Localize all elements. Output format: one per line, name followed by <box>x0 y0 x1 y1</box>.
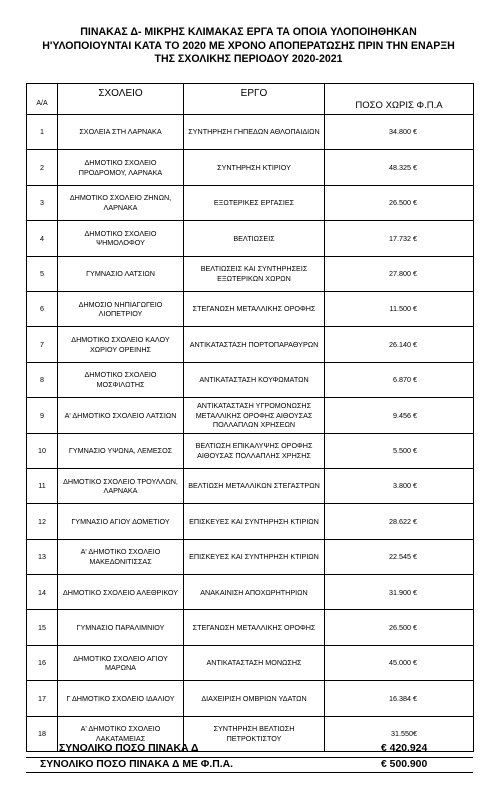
cell-index: 4 <box>27 221 58 256</box>
cell-cost: 11.500 € <box>325 291 474 326</box>
table-row <box>27 256 474 291</box>
table-row <box>27 681 474 716</box>
cell-index: 10 <box>27 433 58 468</box>
cell-school: ΓΥΜΝΑΣΙΟ ΛΑΤΣΙΩΝ <box>58 256 184 291</box>
cell-school: Α' ΔΗΜΟΤΙΚΟ ΣΧΟΛΕΙΟ ΛΑΚΑΤΑΜΕΙΑΣ <box>58 716 184 751</box>
cell-index: 6 <box>27 291 58 326</box>
cell-index: 15 <box>27 610 58 645</box>
cell-cost: 3.800 € <box>325 468 474 503</box>
cell-work: ΒΕΛΤΙΩΣΕΙΣ ΚΑΙ ΣΥΝΤΗΡΗΣΕΙΣ ΕΞΩΤΕΡΙΚΩΝ ΧΩΡΩΝ <box>184 256 325 291</box>
total-vat-row <box>26 757 473 773</box>
cell-index: 12 <box>27 504 58 539</box>
cell-work: ΑΝΤΙΚΑΤΑΣΤΑΣΗ ΠΟΡΤΟΠΑΡΑΘΥΡΩΝ <box>184 327 325 362</box>
cell-work: ΑΝΤΙΚΑΤΑΣΤΑΣΗ ΥΓΡΟΜΟΝΩΣΗΣ ΜΕΤΑΛΛΙΚΗΣ ΟΡΟΦΗΣ ΑΙΘΟΥΣΑΣ ΠΟΛΛΑΠΛΩΝ ΧΡΗΣΕΩΝ <box>184 398 325 433</box>
table-row <box>27 610 474 645</box>
projects-table <box>26 83 474 752</box>
table-row <box>27 221 474 256</box>
cell-cost: 31.550€ <box>325 716 474 751</box>
header-cost: ΠΟΣΟ ΧΩΡΙΣ Φ.Π.Α <box>325 84 474 115</box>
cell-cost: 31.900 € <box>325 575 474 610</box>
cell-school: Α' ΔΗΜΟΤΙΚΟ ΣΧΟΛΕΙΟ ΛΑΤΣΙΩΝ <box>58 398 184 433</box>
cell-cost: 26.140 € <box>325 327 474 362</box>
total-vat-label: ΣΥΝΟΛΙΚΟ ΠΟΣΟ ΠΙΝΑΚΑ Δ ΜΕ Φ.Π.Α. <box>40 759 234 770</box>
cell-work: ΒΕΛΤΙΩΣΕΙΣ <box>184 221 325 256</box>
cell-school: Γ ΔΗΜΟΤΙΚΟ ΣΧΟΛΕΙΟ ΙΔΑΛΙΟΥ <box>58 681 184 716</box>
table-row <box>27 433 474 468</box>
cell-index: 9 <box>27 398 58 433</box>
cell-work: ΣΤΕΓΑΝΩΣΗ ΜΕΤΑΛΛΙΚΗΣ ΟΡΟΦΗΣ <box>184 610 325 645</box>
cell-school: ΔΗΜΟΤΙΚΟ ΣΧΟΛΕΙΟ ΚΑΛΟΥ ΧΩΡΙΟΥ ΟΡΕΙΝΗΣ <box>58 327 184 362</box>
cell-cost: 26.500 € <box>325 185 474 220</box>
cell-school: Α' ΔΗΜΟΤΙΚΟ ΣΧΟΛΕΙΟ ΜΑΚΕΔΟΝΙΤΙΣΣΑΣ <box>58 539 184 574</box>
cell-index: 16 <box>27 645 58 680</box>
cell-index: 1 <box>27 115 58 150</box>
cell-cost: 6.870 € <box>325 362 474 397</box>
cell-cost: 22.545 € <box>325 539 474 574</box>
cell-index: 17 <box>27 681 58 716</box>
table-row <box>27 291 474 326</box>
header-work: ΕΡΓΟ <box>184 84 325 115</box>
table-header-row <box>27 84 474 115</box>
cell-work: ΑΝΤΙΚΑΤΑΣΤΑΣΗ ΜΟΝΩΣΗΣ <box>184 645 325 680</box>
cell-school: ΔΗΜΟΤΙΚΟ ΣΧΟΛΕΙΟ ΤΡΟΥΛΛΩΝ, ΛΑΡΝΑΚΑ <box>58 468 184 503</box>
cell-work: ΑΝΑΚΑΙΝΙΣΗ ΑΠΟΧΩΡΗΤΗΡΙΩΝ <box>184 575 325 610</box>
cell-index: 7 <box>27 327 58 362</box>
cell-cost: 17.732 € <box>325 221 474 256</box>
cell-cost: 26.500 € <box>325 610 474 645</box>
table-row <box>27 468 474 503</box>
cell-cost: 28.622 € <box>325 504 474 539</box>
table-row <box>27 327 474 362</box>
cell-index: 13 <box>27 539 58 574</box>
total-row <box>26 742 473 756</box>
cell-work: ΕΞΩΤΕΡΙΚΕΣ ΕΡΓΑΣΙΕΣ <box>184 185 325 220</box>
cell-work: ΕΠΙΣΚΕΥΕΣ ΚΑΙ ΣΥΝΤΗΡΗΣΗ ΚΤΙΡΙΩΝ <box>184 504 325 539</box>
cell-work: ΕΠΙΣΚΕΥΕΣ ΚΑΙ ΣΥΝΤΗΡΗΣΗ ΚΤΙΡΙΩΝ <box>184 539 325 574</box>
table-row <box>27 504 474 539</box>
cell-cost: 16.384 € <box>325 681 474 716</box>
cell-work: ΒΕΛΤΙΩΣΗ ΜΕΤΑΛΛΙΚΩΝ ΣΤΕΓΑΣΤΡΩΝ <box>184 468 325 503</box>
cell-school: ΔΗΜΟΤΙΚΟ ΣΧΟΛΕΙΟ ΖΗΝΩΝ, ΛΑΡΝΑΚΑ <box>58 185 184 220</box>
cell-index: 3 <box>27 185 58 220</box>
title-line-3: ΤΗΣ ΣΧΟΛΙΚΗΣ ΠΕΡΙΟΔΟΥ 2020-2021 <box>154 53 343 65</box>
cell-work: ΔΙΑΧΕΙΡΙΣΗ ΟΜΒΡΙΩΝ ΥΔΑΤΩΝ <box>184 681 325 716</box>
table-row <box>27 150 474 185</box>
cell-work: ΣΤΕΓΑΝΩΣΗ ΜΕΤΑΛΛΙΚΗΣ ΟΡΟΦΗΣ <box>184 291 325 326</box>
cell-index: 11 <box>27 468 58 503</box>
cell-work: ΣΥΝΤΗΡΗΣΗ ΚΤΙΡΙΟΥ <box>184 150 325 185</box>
cell-school: ΔΗΜΟΤΙΚΟ ΣΧΟΛΕΙΟ ΨΗΜΟΛΟΦΟΥ <box>58 221 184 256</box>
cell-cost: 45.000 € <box>325 645 474 680</box>
cell-index: 18 <box>27 716 58 751</box>
title-line-1: ΠΙΝΑΚΑΣ Δ- ΜΙΚΡΗΣ ΚΛΙΜΑΚΑΣ ΕΡΓΑ ΤΑ ΟΠΟΙΑ ΥΛΟΠΟΙΗΘΗΚΑΝ <box>80 26 417 38</box>
table-row <box>27 115 474 150</box>
cell-school: ΔΗΜΟΤΙΚΟ ΣΧΟΛΕΙΟ ΠΡΟΔΡΟΜΟΥ, ΛΑΡΝΑΚΑ <box>58 150 184 185</box>
total-vat-amount: € 500.900 <box>381 759 428 770</box>
cell-cost: 9.456 € <box>325 398 474 433</box>
cell-index: 8 <box>27 362 58 397</box>
cell-cost: 27.800 € <box>325 256 474 291</box>
table-row <box>27 362 474 397</box>
total-amount: € 420.924 <box>381 743 428 754</box>
cell-index: 14 <box>27 575 58 610</box>
title-line-2: Η'ΥΛΟΠΟΙΟΥΝΤΑΙ ΚΑΤΑ ΤΟ 2020 ΜΕ ΧΡΟΝΟ ΑΠΟΠΕΡΑΤΩΣΗΣ ΠΡΙΝ ΤΗΝ ΕΝΑΡΞΗ <box>42 39 455 52</box>
cell-work: ΣΥΝΤΗΡΗΣΗ ΓΗΠΕΔΩΝ ΑΘΛΟΠΑΙΔΙΩΝ <box>184 115 325 150</box>
cell-cost: 48.325 € <box>325 150 474 185</box>
cell-work: ΒΕΛΤΙΩΣΗ ΕΠΙΚΑΛΥΨΗΣ ΟΡΟΦΗΣ ΑΙΘΟΥΣΑΣ ΠΟΛΛΑΠΛΗΣ ΧΡΗΣΗΣ <box>184 433 325 468</box>
document-title <box>20 26 477 67</box>
cell-school: ΓΥΜΝΑΣΙΟ ΥΨΩΝΑ, ΛΕΜΕΣΟΣ <box>58 433 184 468</box>
table-row <box>27 398 474 433</box>
table-row <box>27 185 474 220</box>
table-row <box>27 539 474 574</box>
cell-school: ΔΗΜΟΣΙΟ ΝΗΠΙΑΓΩΓΕΙΟ ΛΙΟΠΕΤΡΙΟΥ <box>58 291 184 326</box>
cell-school: ΔΗΜΟΤΙΚΟ ΣΧΟΛΕΙΟ ΑΛΕΘΡΙΚΟΥ <box>58 575 184 610</box>
header-school: ΣΧΟΛΕΙΟ <box>58 84 184 115</box>
cell-index: 5 <box>27 256 58 291</box>
cell-school: ΔΗΜΟΤΙΚΟ ΣΧΟΛΕΙΟ ΑΓΙΟΥ ΜΑΡΩΝΑ <box>58 645 184 680</box>
cell-work: ΑΝΤΙΚΑΤΑΣΤΑΣΗ ΚΟΥΦΩΜΑΤΩΝ <box>184 362 325 397</box>
total-label: ΣΥΝΟΛΙΚΟ ΠΟΣΟ ΠΙΝΑΚΑ Δ <box>59 743 199 754</box>
table-row <box>27 645 474 680</box>
cell-school: ΓΥΜΝΑΣΙΟ ΠΑΡΑΛΙΜΝΙΟΥ <box>58 610 184 645</box>
header-index: Α/Α <box>27 84 58 115</box>
table-row <box>27 575 474 610</box>
cell-school: ΣΧΟΛΕΙΑ ΣΤΗ ΛΑΡΝΑΚΑ <box>58 115 184 150</box>
cell-cost: 34.800 € <box>325 115 474 150</box>
cell-cost: 5.500 € <box>325 433 474 468</box>
cell-school: ΓΥΜΝΑΣΙΟ ΑΓΙΟΥ ΔΟΜΕΤΙΟΥ <box>58 504 184 539</box>
cell-work: ΣΥΝΤΗΡΗΣΗ ΒΕΛΤΙΩΣΗ ΠΕΤΡΟΚΤΙΣΤΟΥ <box>184 716 325 751</box>
cell-school: ΔΗΜΟΤΙΚΟ ΣΧΟΛΕΙΟ ΜΟΣΦΙΛΩΤΗΣ <box>58 362 184 397</box>
cell-index: 2 <box>27 150 58 185</box>
